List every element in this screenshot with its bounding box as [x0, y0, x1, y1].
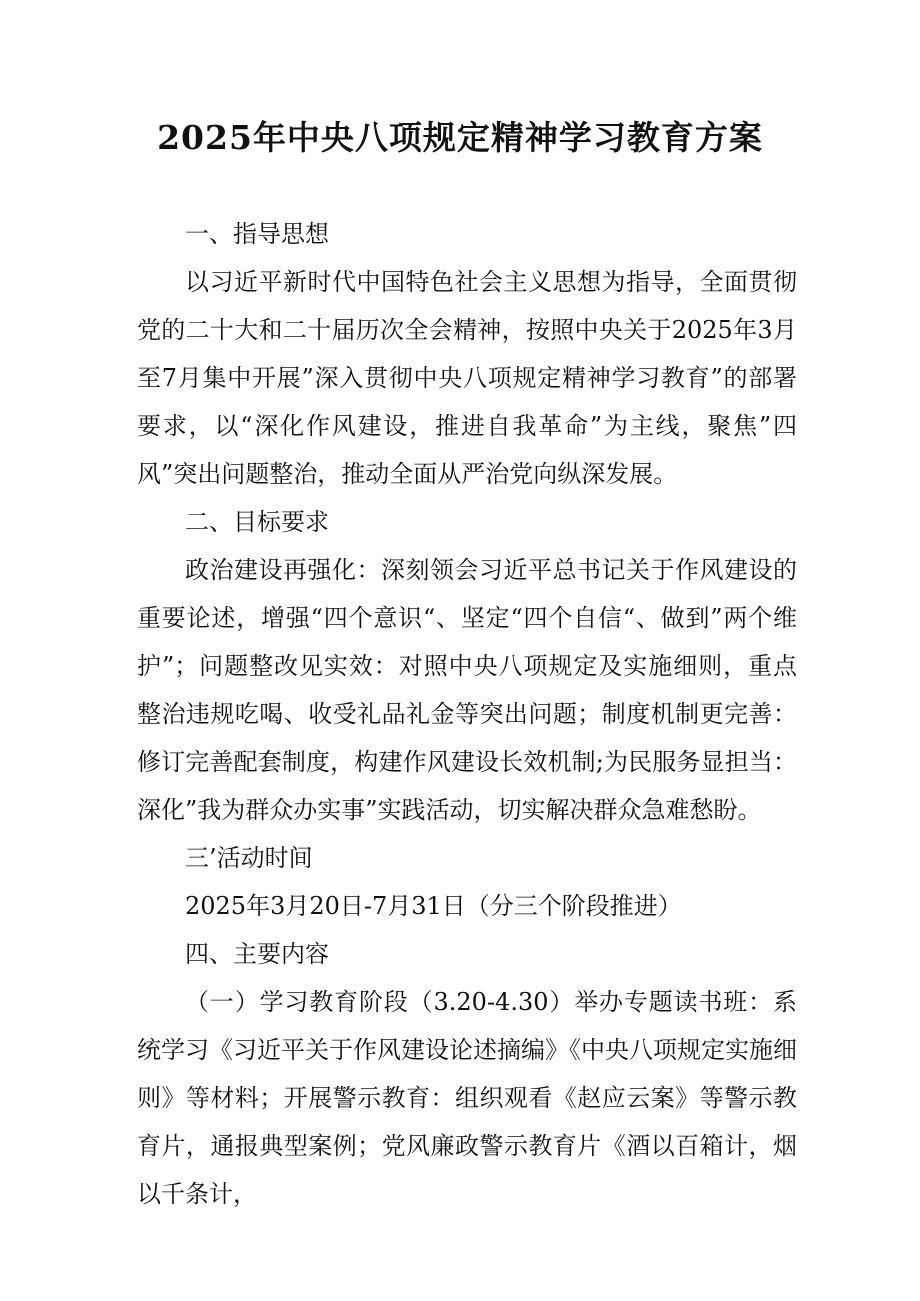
paragraph-guiding-ideology: 以习近平新时代中国特色社会主义思想为指导，全面贯彻党的二十大和二十届历次全会精神，按照中央关于2025年3月至7月集中开展”深入贯彻中央八项规定精神学习教育”的部署要求，以“深化作风建设，推进自我革命”为主线，聚焦”四风”突出问题整治，推动全面从严治党向纵深发展。	[137, 268, 797, 488]
paragraph-main-content: （一）学习教育阶段（3.20-4.30）举办专题读书班：系统学习《习近平关于作风建设论述摘编》《中央八项规定实施细则》等材料；开展警示教育：组织观看《赵应云案》等警示教育片，通报典型案例；党风廉政警示教育片《酒以百箱计，烟以千条计，	[137, 988, 797, 1208]
section-heading-guiding-ideology: 一、指导思想	[185, 220, 329, 248]
section-heading-activity-time: 三’活动时间	[185, 844, 313, 872]
section-heading-goals: 二、目标要求	[185, 508, 329, 536]
document-title: 2025年中央八项规定精神学习教育方案	[157, 118, 763, 157]
paragraph-goals: 政治建设再强化：深刻领会习近平总书记关于作风建设的重要论述，增强“四个意识“、坚定“四个自信“、做到”两个维护”；问题整改见实效：对照中央八项规定及实施细则，重点整治违规吃喝、收受礼品礼金等突出问题；制度机制更完善：修订完善配套制度，构建作风建设长效机制;为民服务显担当：深化”我为群众办实事”实践活动，切实解决群众急难愁盼。	[137, 556, 797, 824]
document-body	[137, 210, 797, 1218]
section-heading-main-content: 四、主要内容	[185, 940, 329, 968]
paragraph-activity-time: 2025年3月20日-7月31日（分三个阶段推进）	[185, 892, 682, 920]
